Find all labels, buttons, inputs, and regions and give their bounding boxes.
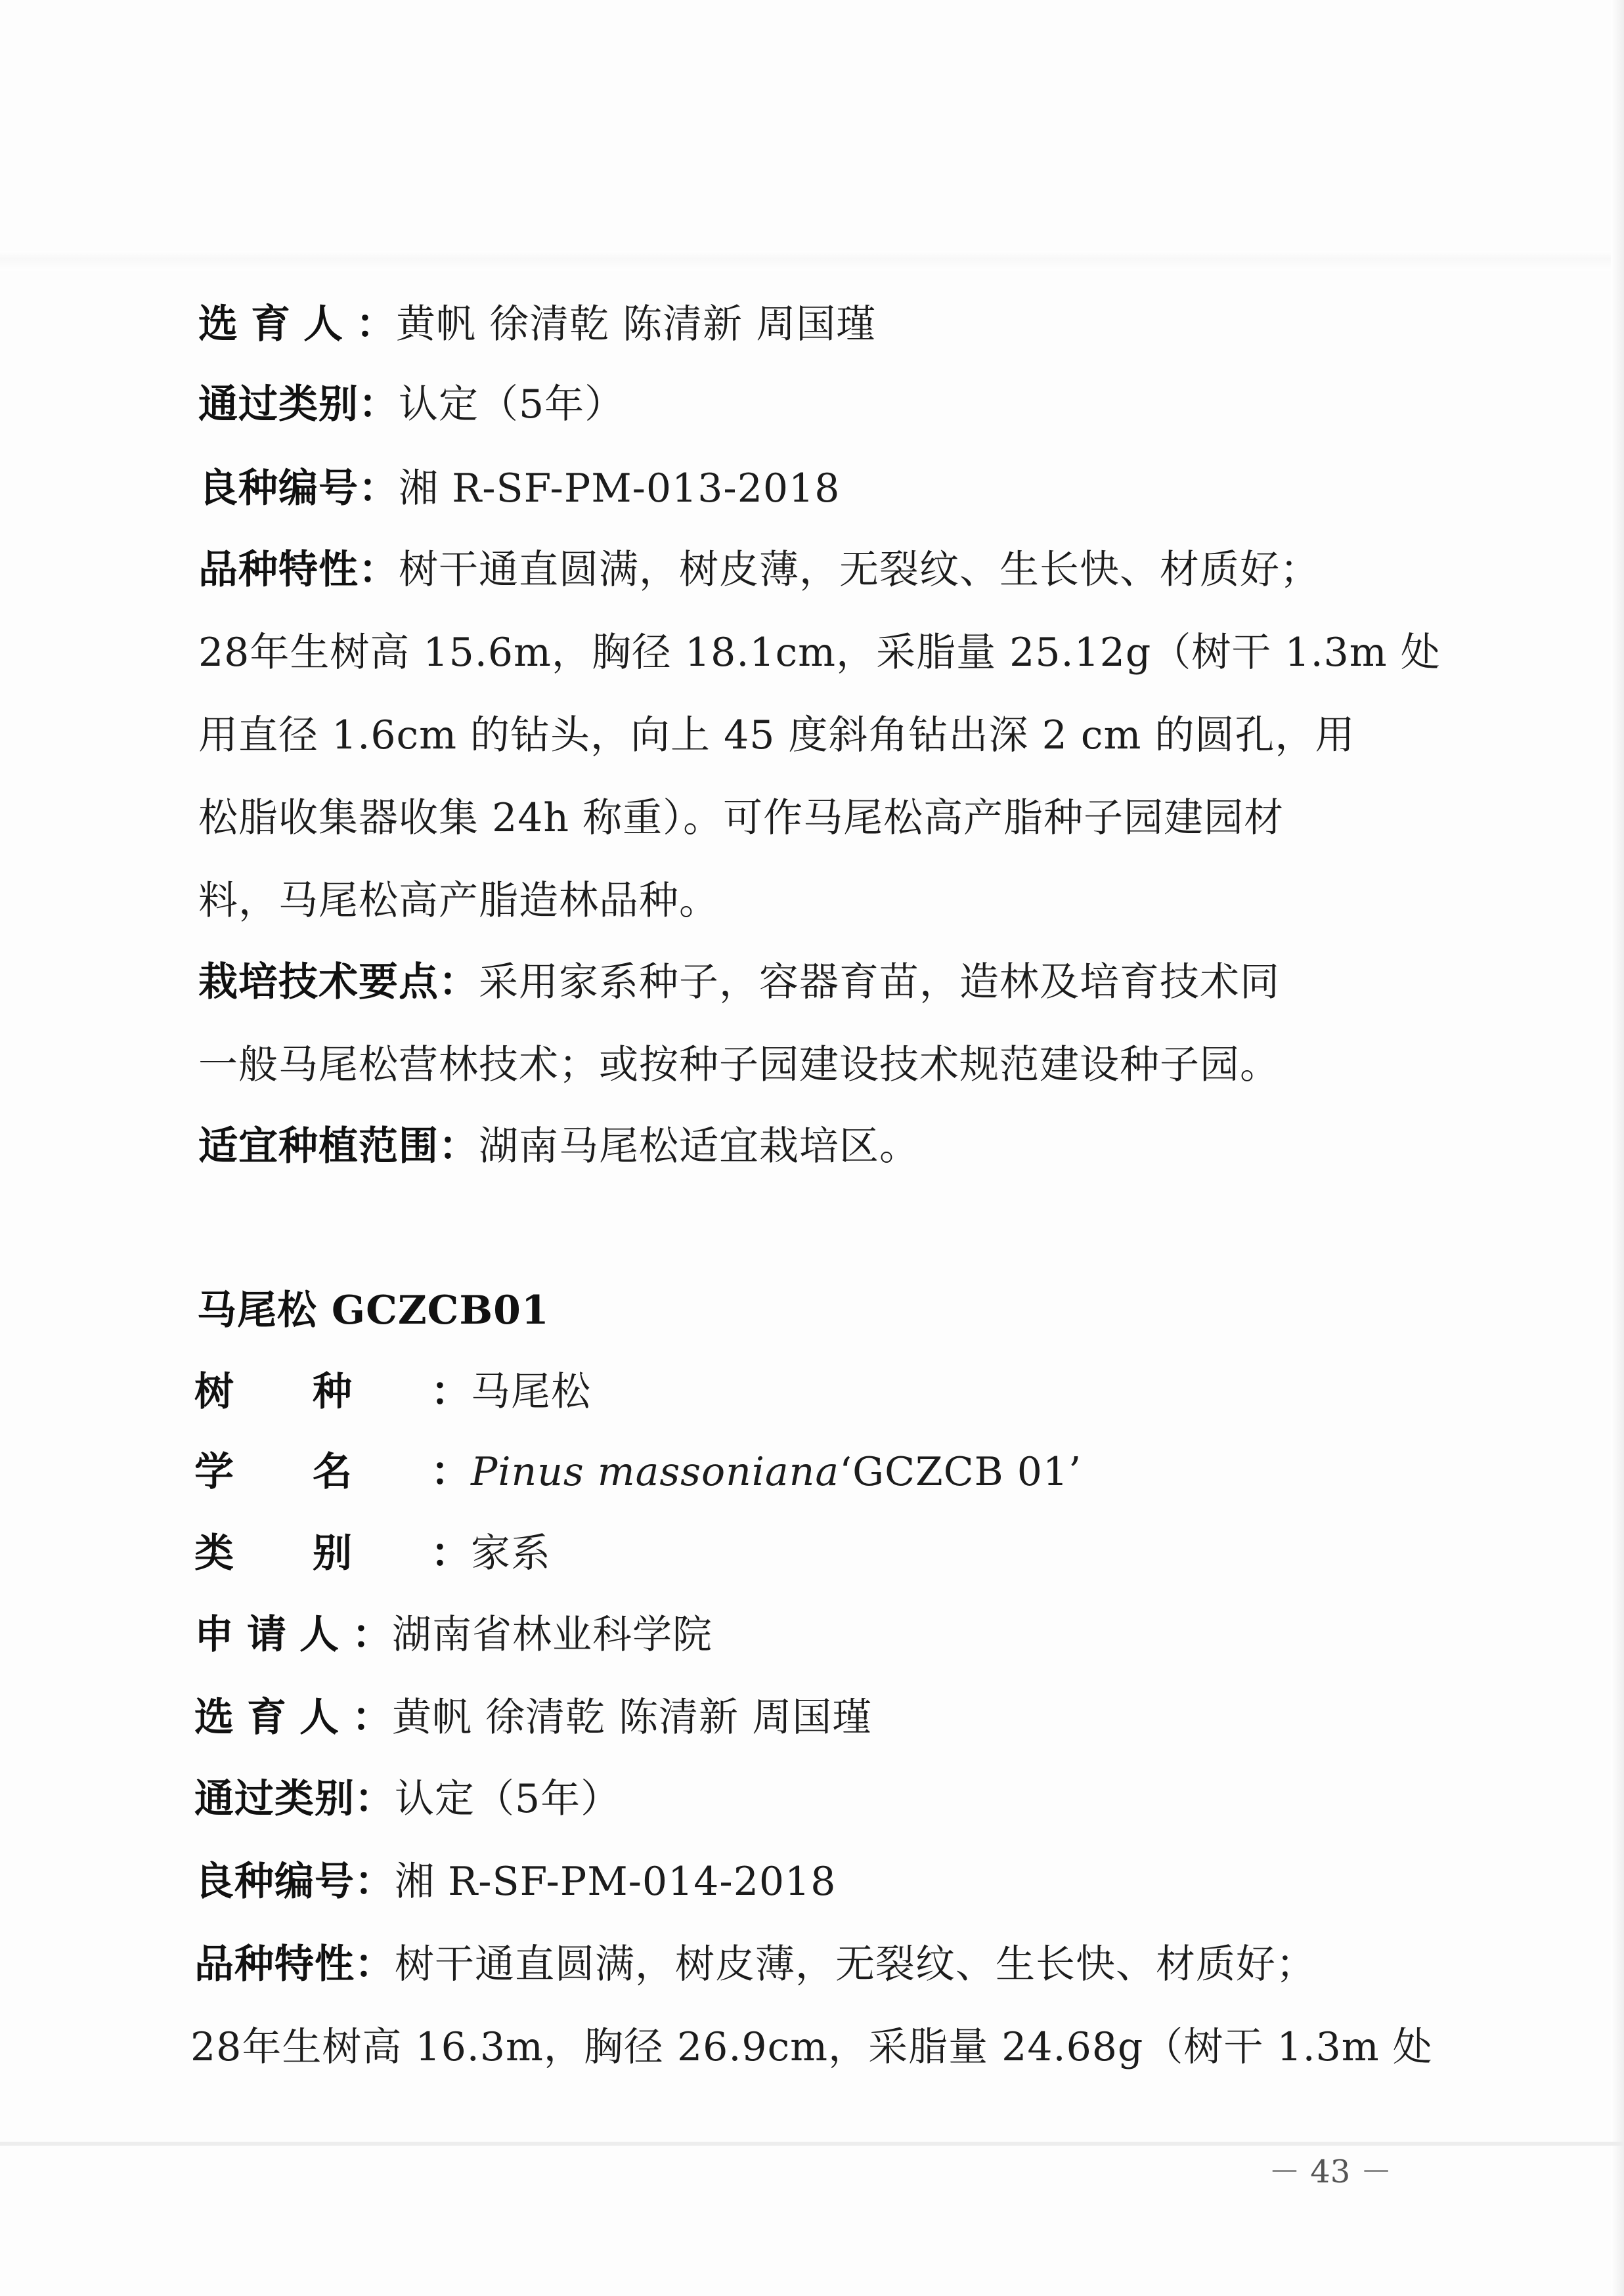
trait-text: 28年生树高 16.3m，胸径 26.9cm，采脂量 24.68g（树干 1.3m 处 [190, 2024, 1433, 2070]
breeder-row-2 [194, 1685, 872, 1750]
trait-text: 树干通直圆满，树皮薄，无裂纹、生长快、材质好； [399, 547, 1320, 593]
applicant-row [194, 1602, 713, 1668]
cultivation-line [198, 1032, 1280, 1098]
colon: ： [359, 547, 399, 593]
approval-row-1 [198, 372, 625, 437]
colon: ： [356, 301, 396, 347]
colon: ： [431, 1530, 471, 1576]
species-row [194, 1359, 591, 1425]
trait-text: 树干通直圆满，树皮薄，无裂纹、生长快、材质好； [395, 1941, 1316, 1987]
cultivation-text: 采用家系种子，容器育苗，造林及培育技术同 [479, 959, 1280, 1005]
category-row [194, 1521, 551, 1586]
code-row-1 [198, 456, 840, 521]
category-label: 类别 [194, 1530, 431, 1576]
approval-value: 认定（5年） [399, 381, 625, 427]
scientific-name-label: 学名 [194, 1449, 431, 1495]
trait-row-2 [194, 1932, 1316, 1997]
breeder-label: 选育人 [194, 1695, 352, 1741]
applicant-label: 申请人 [194, 1612, 352, 1658]
colon: ： [431, 1449, 471, 1495]
scientific-name-row [194, 1439, 1082, 1505]
trait-text: 料，马尾松高产脂造林品种。 [198, 878, 719, 924]
colon: ： [439, 959, 479, 1005]
colon: ： [431, 1369, 471, 1415]
code-label: 良种编号 [194, 1859, 355, 1905]
species-label: 树种 [194, 1369, 431, 1415]
scan-shadow-top [0, 251, 1624, 271]
breeder-row-1 [198, 292, 876, 357]
cultivation-label: 栽培技术要点 [198, 959, 439, 1005]
approval-value: 认定（5年） [395, 1776, 621, 1822]
breeder-value: 黄帆 徐清乾 陈清新 周国瑾 [396, 301, 877, 347]
category-value: 家系 [471, 1530, 551, 1576]
trait-text: 松脂收集器收集 24h 称重）。可作马尾松高产脂种子园建园材 [198, 795, 1284, 841]
colon: ： [355, 1776, 395, 1822]
range-label: 适宜种植范围 [198, 1123, 439, 1169]
trait-line [198, 785, 1284, 851]
code-value: 湘 R-SF-PM-014-2018 [395, 1859, 837, 1905]
colon: ： [352, 1695, 392, 1741]
trait-label: 品种特性 [198, 547, 359, 593]
cultivation-text: 一般马尾松营林技术；或按种子园建设技术规范建设种子园。 [198, 1042, 1280, 1088]
code-label: 良种编号 [198, 466, 359, 511]
cultivation-row [198, 949, 1280, 1015]
code-value: 湘 R-SF-PM-013-2018 [399, 466, 841, 511]
species-value: 马尾松 [471, 1369, 591, 1415]
breeder-value: 黄帆 徐清乾 陈清新 周国瑾 [392, 1695, 873, 1741]
section-title: 马尾松 GCZCB01 [197, 1288, 550, 1333]
trait-line [198, 703, 1355, 768]
colon: ： [352, 1612, 392, 1658]
colon: ： [355, 1859, 395, 1905]
colon: ： [359, 381, 399, 427]
trait-line [198, 868, 719, 934]
colon: ： [359, 466, 399, 511]
approval-label: 通过类别 [198, 381, 359, 427]
trait-text: 用直径 1.6cm 的钻头，向上 45 度斜角钻出深 2 cm 的圆孔，用 [198, 712, 1355, 758]
colon: ： [355, 1941, 395, 1987]
approval-label: 通过类别 [194, 1776, 355, 1822]
cultivar-name: ‘GCZCB 01’ [839, 1449, 1082, 1495]
trait-row-1 [198, 537, 1320, 603]
range-value: 湖南马尾松适宜栽培区。 [479, 1123, 919, 1169]
applicant-value: 湖南省林业科学院 [392, 1612, 713, 1658]
scientific-name-italic: Pinus massoniana [471, 1449, 840, 1495]
breeder-label: 选育人 [198, 301, 356, 347]
trait-label: 品种特性 [194, 1941, 355, 1987]
page-number: － 43 － [1269, 2154, 1392, 2190]
scan-shadow-right [1611, 0, 1624, 2296]
code-row-2 [194, 1849, 836, 1915]
trait-line [198, 620, 1441, 685]
trait-text: 28年生树高 15.6m，胸径 18.1cm，采脂量 25.12g（树干 1.3m 处 [198, 630, 1441, 676]
trait-line [190, 2014, 1433, 2080]
range-row [198, 1114, 919, 1179]
approval-row-2 [194, 1766, 621, 1832]
colon: ： [439, 1123, 479, 1169]
